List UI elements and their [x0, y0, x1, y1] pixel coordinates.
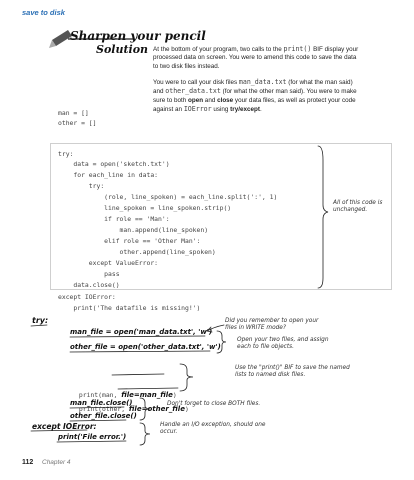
code-line: man.append(line_spoken)	[58, 226, 209, 234]
hw-man-file-open: man_file = open('man_data.txt', 'w')	[70, 328, 213, 336]
code-line: (role, line_spoken) = each_line.split(':', 1)	[58, 193, 278, 201]
note-use-print: Use the "print()" BIF to save the named lists to named disk files.	[235, 365, 350, 379]
note-close-both: Don't forget to close BOTH files.	[167, 401, 261, 407]
code-text: print(other,	[78, 405, 129, 413]
code-line: try:	[58, 150, 74, 158]
inline-code: IOError	[183, 105, 212, 114]
inline-code: print()	[283, 45, 312, 53]
code-line: try:	[58, 182, 105, 190]
note-write-mode: Did you remember to open your files in WRITE mode?	[225, 318, 319, 332]
intro-text: (for what the man said) and	[153, 79, 353, 96]
code-line: print('The datafile is missing!')	[58, 304, 201, 312]
hw-try: try:	[32, 316, 49, 325]
hw-other-file-open: other_file = open('other_data.txt', 'w')	[70, 343, 221, 351]
bold-try-except: try/except	[230, 106, 260, 114]
chapter-label: Chapter 4	[42, 459, 71, 466]
note-unchanged: All of this code is unchanged.	[333, 200, 383, 214]
hw-close-man: man_file.close()	[70, 399, 133, 407]
section-label: save to disk	[22, 8, 65, 17]
code-line: if role == 'Man':	[58, 215, 170, 223]
code-text: )	[172, 391, 177, 399]
code-text: print(man,	[78, 391, 122, 399]
note-open-two-files: Open your two files, and assign each to file objects.	[237, 337, 329, 351]
code-line: for each_line in data:	[58, 171, 159, 179]
intro-text: using	[211, 106, 231, 114]
hw-file-arg: file=other_file	[128, 405, 185, 413]
code-line: elif role == 'Other Man':	[58, 237, 201, 245]
intro-text: your data files, as well as protect your code against an	[153, 96, 356, 114]
code-text: )	[184, 405, 189, 413]
hw-file-arg: file=man_file	[121, 391, 173, 399]
intro-text: and	[203, 96, 218, 104]
banner-subtitle: Solution	[96, 43, 149, 56]
code-line: line_spoken = line_spoken.strip()	[58, 204, 232, 212]
note-handle-exception: Handle an I/O exception, should one occur.	[160, 422, 266, 436]
intro-text: At the bottom of your program, two calls to the	[153, 46, 284, 53]
intro-text: BIF display your processed data on screen. You were to amend this code to save the data to two disk files instead.	[153, 46, 359, 70]
code-line: except ValueError:	[58, 259, 159, 267]
bold-open: open	[188, 96, 204, 104]
code-line: except IOError:	[58, 293, 116, 301]
inline-code: man_data.txt	[238, 78, 287, 86]
page-number: 112	[22, 459, 34, 466]
banner-title: Sharpen your pencil	[70, 29, 206, 43]
code-line: man = []	[58, 109, 89, 117]
hw-except: except IOError:	[32, 422, 97, 431]
code-line: pass	[58, 270, 120, 278]
code-line: data.close()	[58, 281, 120, 289]
bold-close: close	[217, 96, 234, 104]
hw-print-error: print('File error.')	[58, 433, 127, 441]
code-line: data = open('sketch.txt')	[58, 160, 170, 168]
intro-text: (for what the other man said). You were to make sure to both	[153, 88, 357, 104]
code-line: other.append(line_spoken)	[58, 248, 216, 256]
intro-text: You were to call your disk files	[153, 79, 239, 86]
inline-code: other_data.txt	[165, 87, 221, 96]
code-line: other = []	[58, 119, 97, 127]
hw-close-other: other_file.close()	[70, 412, 137, 420]
intro-text: .	[259, 106, 262, 114]
